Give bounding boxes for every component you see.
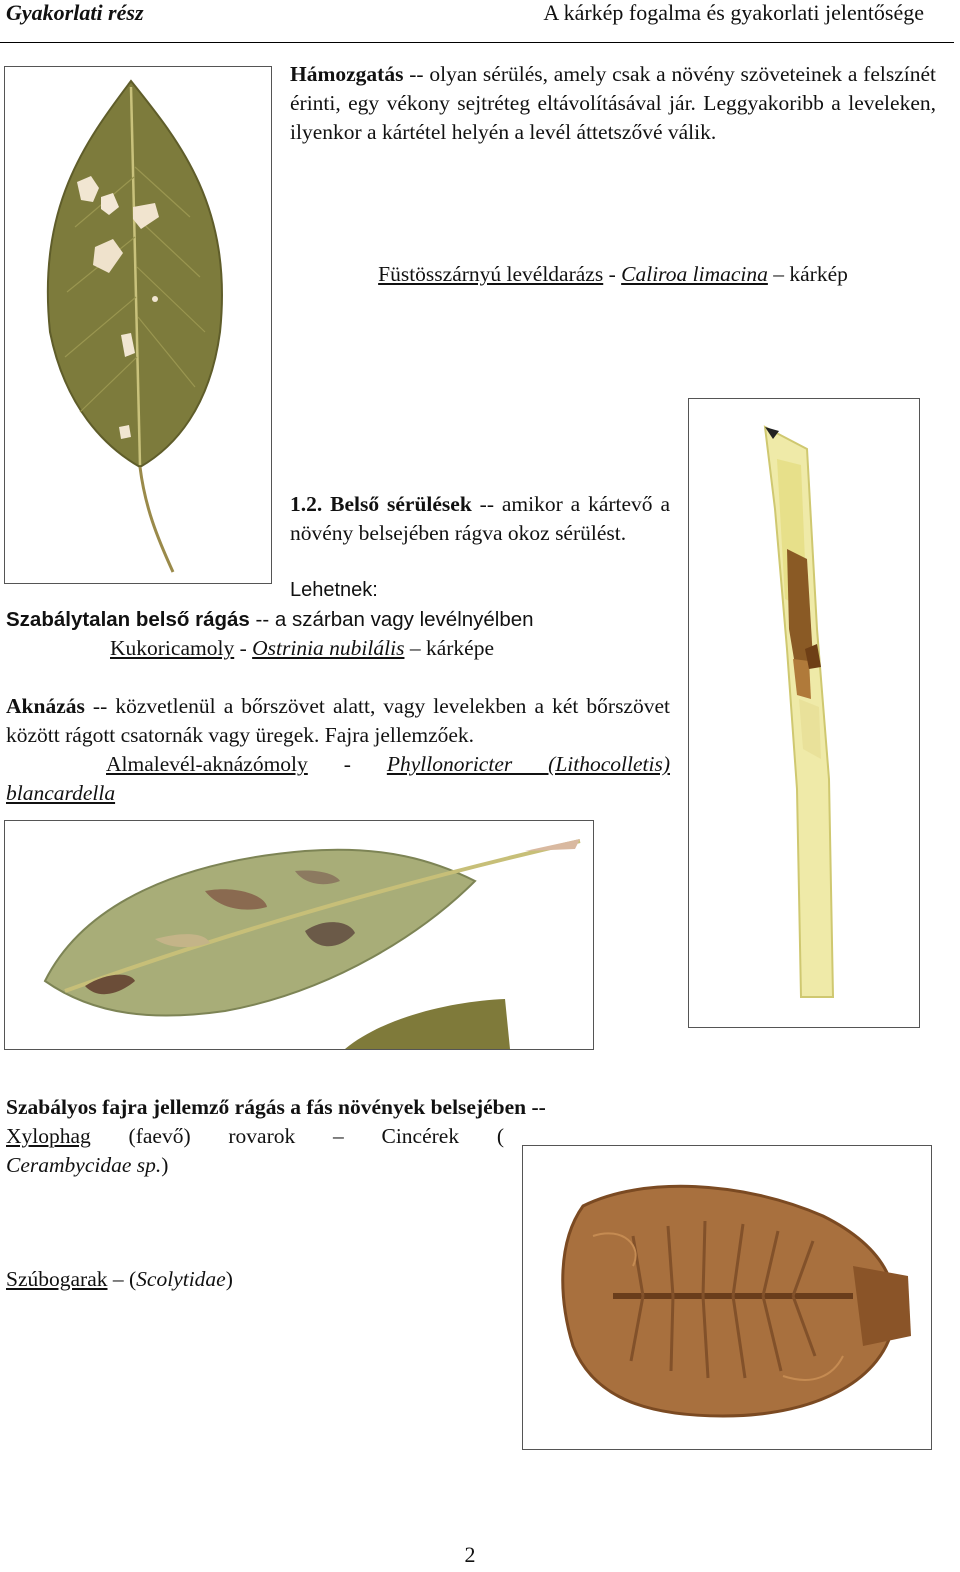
belso-heading: 1.2. Belső sérülések — [290, 492, 472, 516]
cerambycidae-line: Cerambycidae sp.) — [6, 1153, 169, 1177]
hamozgatas-paragraph — [290, 60, 936, 147]
lehetnek-label: Lehetnek: — [290, 579, 378, 601]
kukorica-common-name[interactable]: Kukoricamoly — [110, 636, 235, 660]
header-chapter: Gyakorlati rész — [6, 0, 144, 25]
szabalytalan-term: Szabálytalan belső rágás — [6, 608, 250, 631]
header-title: A kárkép fogalma és gyakorlati jelentősége — [543, 0, 924, 25]
hamozgatas-text: -- olyan sérülés, amely csak a növény szöveteinek a felszínét érinti, egy vékony sejtréteg eltávolításával jár. Leggyakoribb a leveleken, ilyenkor a kártétel helyén a levél áttetszővé válik. — [290, 62, 936, 144]
leaf-skeletonized-image — [4, 66, 272, 584]
bark-beetle-gallery-image — [522, 1145, 932, 1450]
xylophag-line: Xylophag (faevő) rovarok – Cincérek ( — [6, 1124, 504, 1148]
aknazas-term: Aknázás — [6, 694, 85, 718]
szubogarak-caption: Szúbogarak – (Scolytidae) — [6, 1267, 233, 1291]
kukorica-latin-name[interactable]: Ostrinia nubilális — [252, 636, 405, 660]
aknazas-latin-name[interactable]: Phyllonoricter (Lithocolletis) blancardella — [6, 752, 670, 805]
aknazas-common-name[interactable]: Almalevél-aknázómoly — [106, 752, 308, 776]
szabalytalan-paragraph: Szabálytalan belső rágás -- a szárban vagy levélnyélben — [6, 608, 534, 631]
caliroa-latin-name[interactable]: Caliroa limacina — [621, 262, 768, 286]
mined-leaf-image — [4, 820, 594, 1050]
xylophag-term[interactable]: Xylophag — [6, 1124, 91, 1148]
aknazas-paragraph: Aknázás -- közvetlenül a bőrszövet alatt, vagy levelekben a két bőrszövet között rágott csatornák vagy üregek. Fajra jellemzőek. Almalevél-aknázómoly - Phyllonoricter (Lithocolletis) blancardella — [6, 694, 670, 805]
caliroa-common-name[interactable]: Füstösszárnyú levéldarázs — [378, 262, 604, 286]
belso-paragraph: 1.2. Belső sérülések -- amikor a kártevő a növény belsejében rágva okoz sérülést. — [290, 492, 670, 545]
szabalyos-heading: Szabályos fajra jellemző rágás a fás növények belsejében -- — [6, 1095, 546, 1119]
cerambycidae-latin-name: Cerambycidae sp. — [6, 1153, 162, 1177]
szubogarak-common-name[interactable]: Szúbogarak — [6, 1267, 108, 1291]
hamozgatas-term: Hámozgatás — [290, 62, 404, 86]
corn-stem-damage-image — [688, 398, 920, 1028]
page-number: 2 — [464, 1542, 476, 1567]
kukorica-caption: Kukoricamoly - Ostrinia nubilális – kárképe — [110, 636, 494, 660]
header-rule — [0, 42, 954, 43]
szubogarak-latin-name: Scolytidae — [136, 1267, 226, 1291]
caliroa-caption: Füstösszárnyú levéldarázs - Caliroa limacina – kárkép — [378, 262, 848, 286]
